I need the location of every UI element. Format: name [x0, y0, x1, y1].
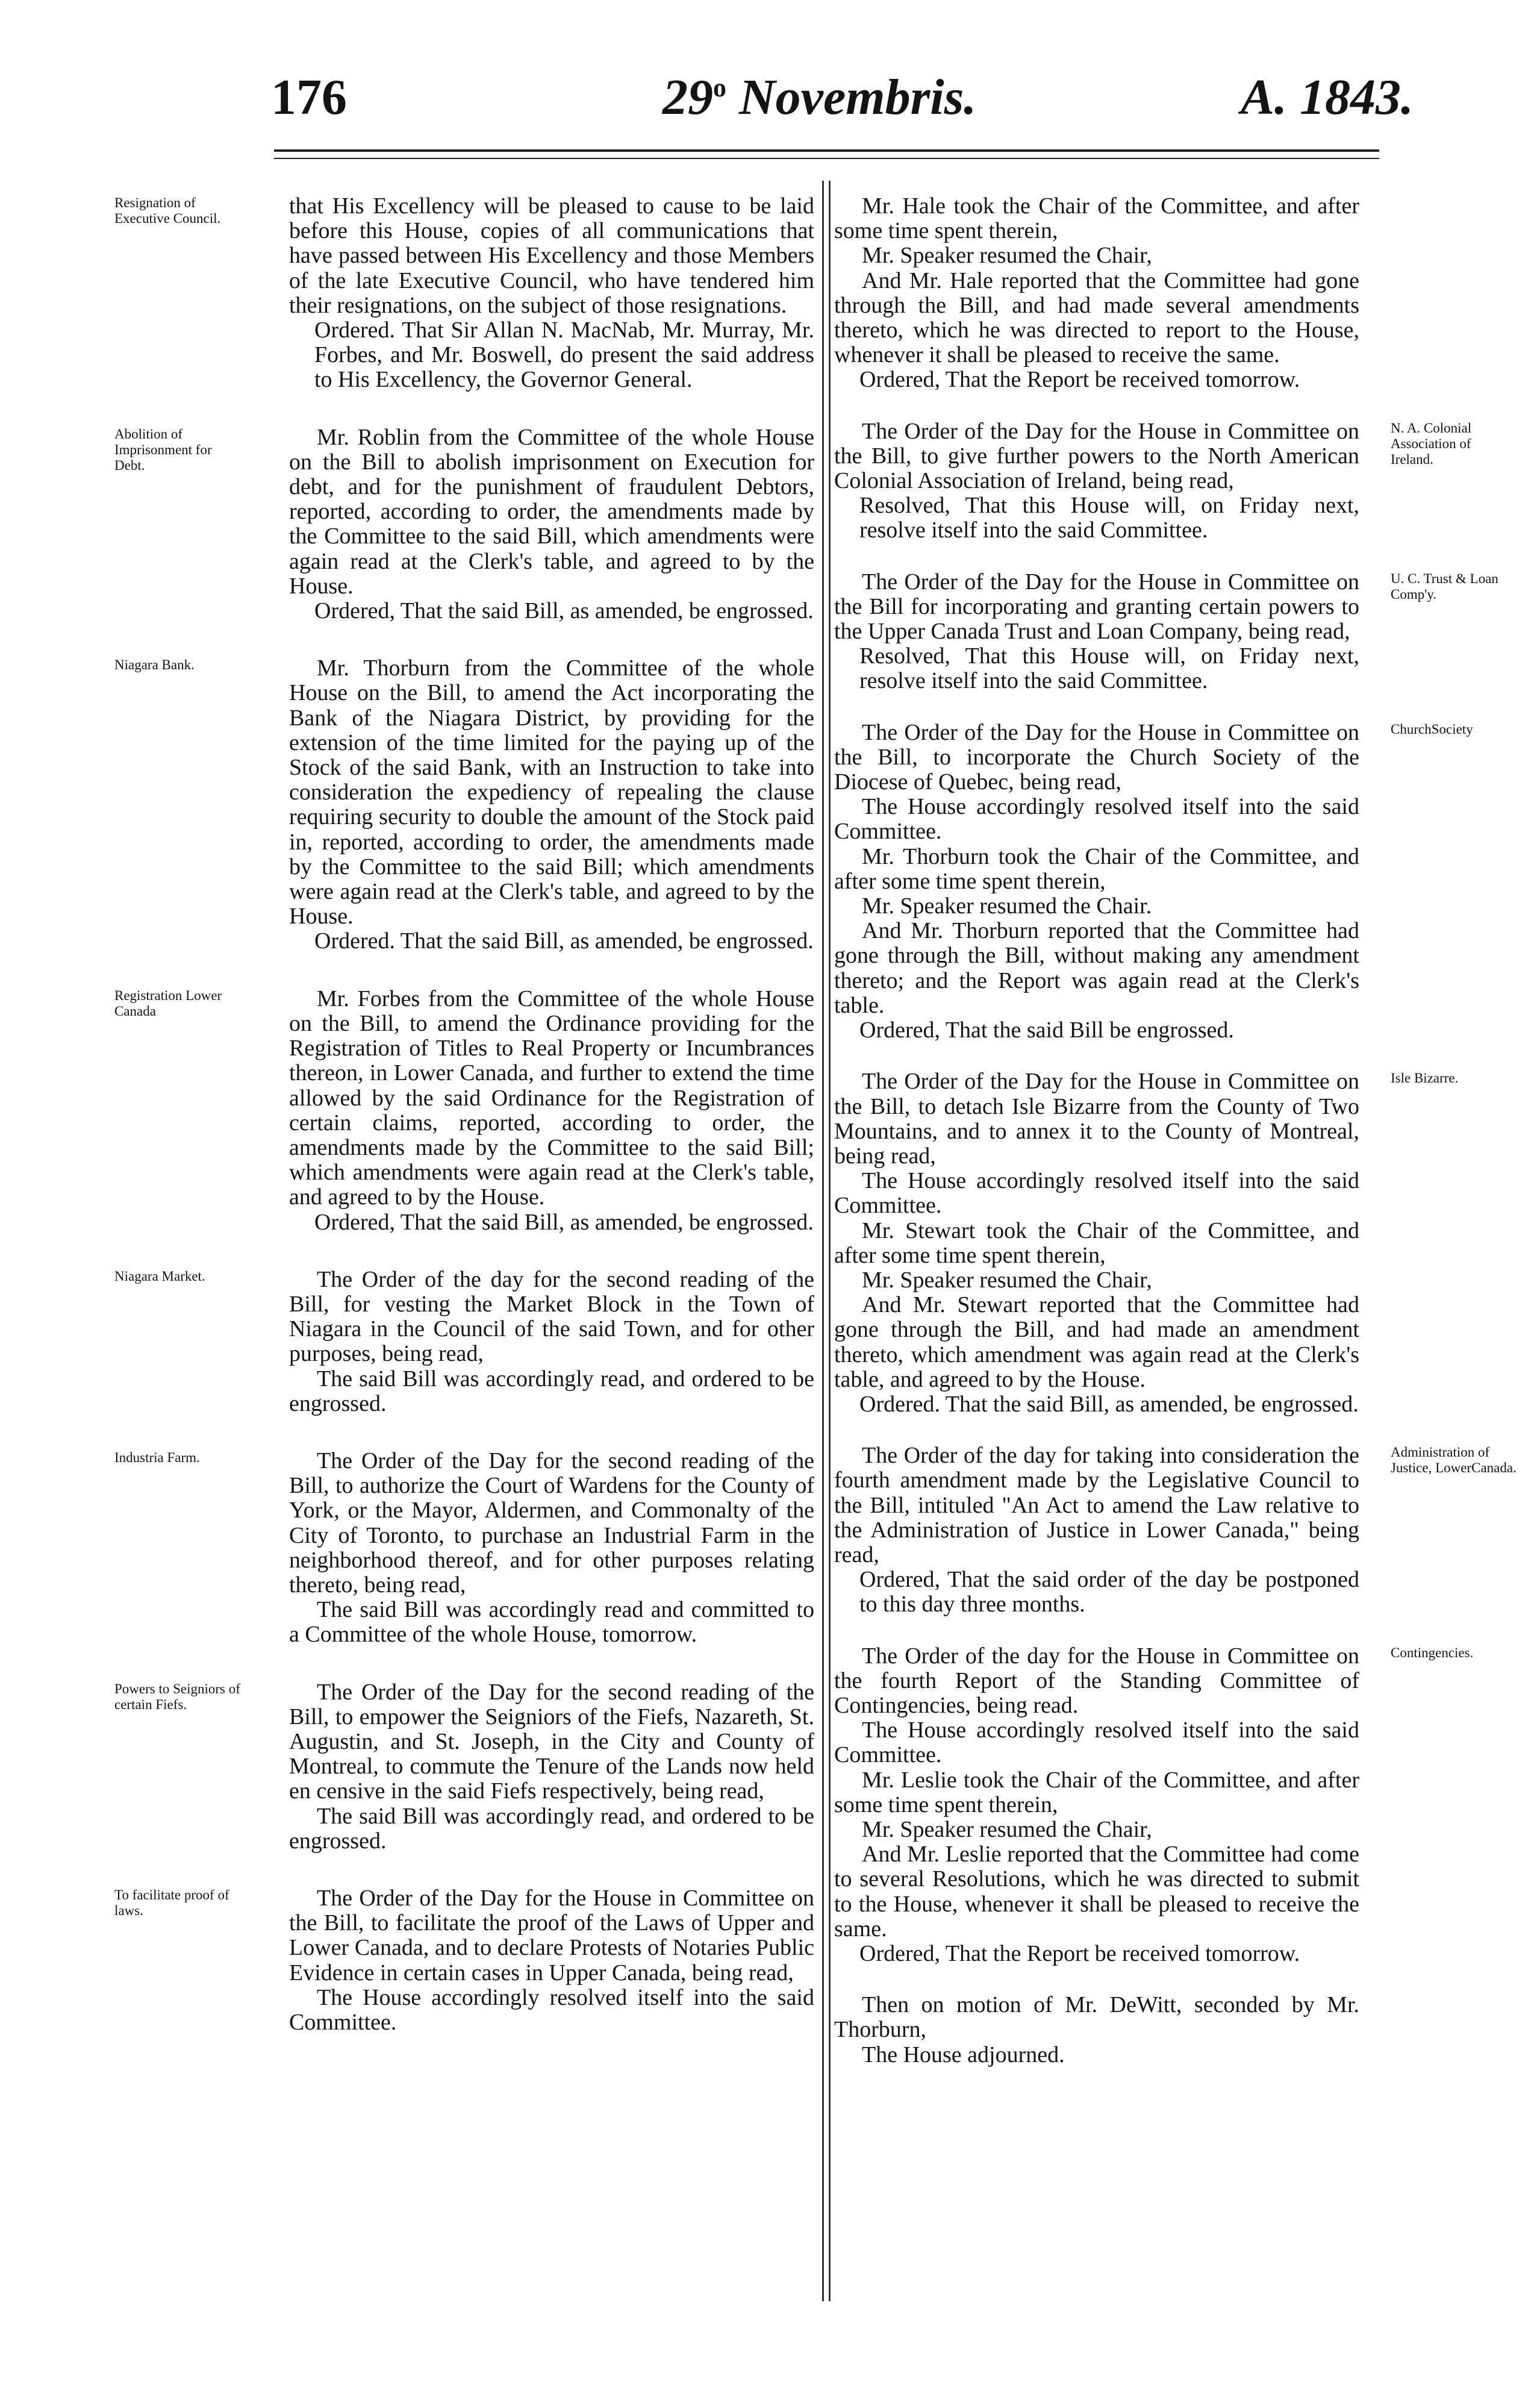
journal-entry — [114, 1885, 814, 2035]
entry-paragraph: And Mr. Thorburn reported that the Committee had gone through the Bill, without making any amendment thereto; and the Report was again read at the Clerk's table. — [834, 918, 1359, 1018]
entry-paragraph: The said Bill was accordingly read, and ordered to be engrossed. — [289, 1366, 814, 1416]
journal-entry — [114, 193, 814, 393]
journal-entry — [834, 1443, 1517, 1617]
journal-entry — [834, 569, 1498, 694]
entry-paragraph: Mr. Speaker resumed the Chair. — [862, 893, 1152, 919]
entry-paragraph: The House accordingly resolved itself into the said Committee. — [289, 1984, 814, 2035]
entry-paragraph: Mr. Speaker resumed the Chair, — [862, 243, 1152, 269]
page-year: A. 1843. — [1241, 69, 1414, 125]
entry-paragraph: The House accordingly resolved itself into the said Committee. — [834, 1717, 1359, 1768]
entry-paragraph: The Order of the Day for the House in Committee on the Bill, to incorporate the Church Society of the Diocese of Quebec, being read, — [834, 719, 1359, 795]
margin-note: U. C. Trust & Loan Comp'y. — [1391, 570, 1498, 602]
journal-entry — [114, 424, 814, 624]
entry-paragraph: Ordered, That the Report be received tomorrow. — [859, 367, 1300, 393]
margin-note: Isle Bizarre. — [1391, 1070, 1459, 1086]
margin-note: Niagara Bank. — [114, 657, 195, 673]
entry-paragraph: The Order of the Day for the House in Committee on the Bill for incorporating and granting certain powers to the Upper Canada Trust and Loan Company, being read, — [834, 569, 1359, 645]
column-divider — [829, 181, 831, 2301]
journal-entry — [114, 1266, 814, 1416]
entry-paragraph: And Mr. Hale reported that the Committee had gone through the Bill, and had made several amendments thereto, which he was directed to report to the House, whenever it shall be pleased to receive the same. — [834, 267, 1359, 368]
date-ordinal: o — [713, 73, 726, 102]
entry-paragraph: The Order of the Day for the House in Committee on the Bill, to facilitate the proof of the Laws of Upper and Lower Canada, and to declare Protests of Notaries Public Evidence in certain cases in Upper Canada, being read, — [289, 1885, 814, 1986]
entry-paragraph: The House accordingly resolved itself into the said Committee. — [834, 1168, 1359, 1219]
margin-note: Niagara Market. — [114, 1268, 205, 1284]
margin-note: Industria Farm. — [114, 1449, 200, 1465]
left-column — [114, 193, 814, 2035]
journal-entry — [114, 986, 814, 1235]
entry-paragraph: Ordered, That the said Bill be engrossed. — [859, 1017, 1234, 1043]
margin-note: Registration Lower Canada — [114, 987, 222, 1019]
entry-paragraph: Mr. Stewart took the Chair of the Committee, and after some time spent therein, — [834, 1217, 1359, 1268]
right-column — [834, 193, 1517, 2067]
header-rule — [274, 149, 1379, 152]
entry-paragraph: Resolved, That this House will, on Friday next, resolve itself into the said Committee. — [859, 643, 1359, 694]
page-number: 176 — [271, 69, 347, 125]
entry-paragraph: Ordered, That the said order of the day be postponed to this day three months. — [859, 1567, 1359, 1617]
entry-paragraph: Mr. Hale took the Chair of the Committee, and after some time spent therein, — [834, 193, 1359, 244]
journal-entry — [834, 1069, 1459, 1417]
margin-note: Powers to Seigniors of certain Fiefs. — [114, 1681, 240, 1712]
journal-entry — [834, 1993, 1359, 2067]
margin-note: N. A. Colonial Association of Ireland. — [1391, 420, 1472, 467]
entry-paragraph: Mr. Forbes from the Committee of the whole House on the Bill, to amend the Ordinance providing for the Registration of Titles to Real Property or Incumbrances thereon, in Lower Canada, and further to extend the time allowed by the said Ordinance for the Registration of certain claims, reported, according to order, the amendments made by the Committee to the said Bill; which amendments were again read at the Clerk's table, and agreed to by the House. — [289, 986, 814, 1210]
entry-paragraph: Ordered. That the said Bill, as amended, be engrossed. — [314, 928, 814, 954]
entry-paragraph: Ordered, That the said Bill, as amended, be engrossed. — [314, 598, 814, 624]
entry-paragraph: Ordered, That the Report be received tomorrow. — [859, 1941, 1300, 1966]
margin-note: To facilitate proof of laws. — [114, 1887, 229, 1918]
entry-paragraph: Mr. Leslie took the Chair of the Committee, and after some time spent therein, — [834, 1767, 1359, 1817]
journal-entry — [834, 194, 1359, 393]
entry-paragraph: Mr. Thorburn from the Committee of the whole House on the Bill, to amend the Act incorporating the Bank of the Niagara District, by providing for the extension of the time limited for the paying up of the Stock of the said Bank, with an Instruction to take into consideration the expediency of repealing the clause requiring security to double the amount of the Stock paid in, reported, according to order, the amendments made by the Committee to the said Bill; which amendments were again read at the Clerk's table, and agreed to by the House. — [289, 655, 814, 930]
entry-paragraph: The said Bill was accordingly read and committed to a Committee of the whole House, tomorrow. — [289, 1597, 814, 1648]
margin-note: Administration of Justice, LowerCanada. — [1391, 1445, 1517, 1476]
date-month: Novembris. — [739, 69, 977, 125]
journal-entry — [114, 1679, 814, 1854]
margin-note: ChurchSociety — [1391, 721, 1473, 737]
entry-paragraph: Mr. Speaker resumed the Chair, — [862, 1816, 1152, 1842]
journal-entry — [114, 655, 814, 954]
journal-entry — [114, 1448, 814, 1648]
entry-paragraph: The Order of the day for the second reading of the Bill, for vesting the Market Block in the Town of Niagara in the Council of the said Town, and for other purposes, being read, — [289, 1266, 814, 1367]
journal-entry — [834, 418, 1472, 543]
date-day: 29 — [662, 69, 713, 125]
margin-note: Abolition of Imprisonment for Debt. — [114, 426, 212, 473]
margin-note: Resignation of Executive Council. — [114, 195, 221, 226]
entry-paragraph: The Order of the day for taking into consideration the fourth amendment made by the Legislative Council to the Bill, intituled "An Act to amend the Law relative to the Administration of Justice in Lower Canada," being read, — [834, 1443, 1359, 1567]
page-date — [662, 69, 977, 125]
entry-paragraph: The said Bill was accordingly read, and ordered to be engrossed. — [289, 1803, 814, 1854]
journal-entry — [834, 1643, 1474, 1967]
margin-note: Contingencies. — [1391, 1645, 1474, 1660]
entry-paragraph: Mr. Roblin from the Committee of the whole House on the Bill to abolish imprisonment on Execution for debt, and for the punishment of fraudulent Debtors, reported, according to order, the amendments made by the Committee to the said Bill, which amendments were again read at the Clerk's table, and agreed to by the House. — [289, 424, 814, 599]
entry-paragraph: The Order of the Day for the House in Committee on the Bill, to detach Isle Bizarre from the County of Two Mountains, and to annex it to the County of Montreal, being read, — [834, 1069, 1359, 1169]
entry-paragraph: The Order of the Day for the second reading of the Bill, to empower the Seigniors of the Fiefs, Nazareth, St. Augustin, and St. Joseph, in the City and County of Montreal, to commute the Tenure of the Lands now held en censive in the said Fiefs respectively, being read, — [289, 1679, 814, 1804]
entry-paragraph: Ordered. That Sir Allan N. MacNab, Mr. Murray, Mr. Forbes, and Mr. Boswell, do present the said address to His Excellency, the Governor General. — [314, 317, 814, 393]
entry-paragraph: The House accordingly resolved itself into the said Committee. — [834, 794, 1359, 845]
entry-paragraph: And Mr. Leslie reported that the Committee had come to several Resolutions, which he was directed to submit to the House, whenever it shall be pleased to receive the same. — [834, 1842, 1359, 1942]
journal-entry — [834, 719, 1473, 1043]
entry-paragraph: And Mr. Stewart reported that the Committee had gone through the Bill, and had made an amendment thereto, which amendment was again read at the Clerk's table, and agreed to by the House. — [834, 1292, 1359, 1392]
entry-paragraph: Then on motion of Mr. DeWitt, seconded by Mr. Thorburn, — [834, 1992, 1359, 2043]
entry-paragraph: Ordered. That the said Bill, as amended, be engrossed. — [859, 1391, 1359, 1417]
entry-paragraph: Resolved, That this House will, on Friday next, resolve itself into the said Committee. — [859, 493, 1359, 543]
entry-paragraph: Ordered, That the said Bill, as amended, be engrossed. — [314, 1209, 814, 1235]
entry-paragraph: Mr. Thorburn took the Chair of the Committee, and after some time spent therein, — [834, 843, 1359, 894]
column-divider — [822, 181, 824, 2301]
entry-paragraph: The House adjourned. — [862, 2042, 1065, 2067]
entry-paragraph: The Order of the Day for the second reading of the Bill, to authorize the Court of Wardens for the County of York, or the Mayor, Aldermen, and Commonalty of the City of Toronto, to purchase an Industrial Farm in the neighborhood thereof, and for other purposes relating thereto, being read, — [289, 1448, 814, 1598]
entry-paragraph: The Order of the day for the House in Committee on the fourth Report of the Standing Committee of Contingencies, being read. — [834, 1643, 1359, 1718]
entry-paragraph: that His Excellency will be pleased to cause to be laid before this House, copies of all communications that have passed between His Excellency and those Members of the late Executive Council, who have tendered him their resignations, on the subject of those resignations. — [289, 193, 814, 318]
entry-paragraph: Mr. Speaker resumed the Chair, — [862, 1267, 1152, 1293]
header-rule-thin — [274, 158, 1379, 159]
entry-paragraph: The Order of the Day for the House in Committee on the Bill, to give further powers to the North American Colonial Association of Ireland, being read, — [834, 418, 1359, 494]
